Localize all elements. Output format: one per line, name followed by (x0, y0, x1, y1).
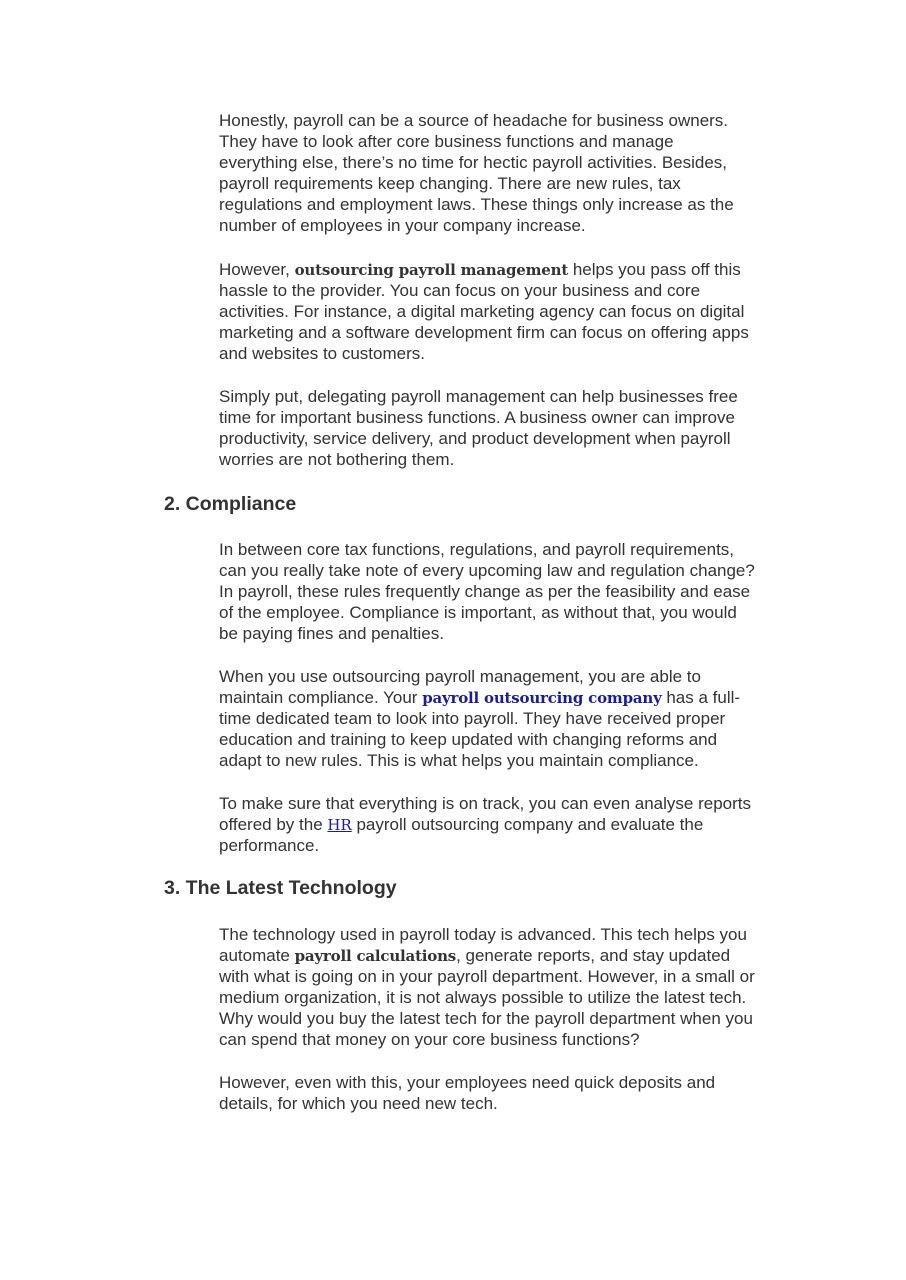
text-line: time dedicated team to look into payroll. They have received proper (219, 709, 726, 728)
text-line: education and training to keep updated with changing reforms and (219, 730, 718, 749)
paragraph-delegating (219, 386, 809, 470)
text-line: Simply put, delegating payroll management can help businesses free (219, 387, 738, 406)
text-line: However, even with this, your employees need quick deposits and (219, 1073, 716, 1092)
text-line: payroll requirements keep changing. There are new rules, tax (219, 174, 681, 193)
paragraph-maintain-compliance (219, 666, 809, 771)
text-line: Honestly, payroll can be a source of headache for business owners. (219, 111, 729, 130)
text-fragment: , generate reports, and stay updated (456, 946, 731, 965)
text-line: In between core tax functions, regulations, and payroll requirements, (219, 540, 735, 559)
text-fragment: has a full- (661, 688, 741, 707)
text-line (219, 687, 809, 708)
text-line: hassle to the provider. You can focus on your business and core (219, 281, 701, 300)
text-line: can you really take note of every upcoming law and regulation change? (219, 561, 755, 580)
paragraph-payroll-headache (219, 110, 809, 236)
text-line: In payroll, these rules frequently change as per the feasibility and ease (219, 582, 751, 601)
text-line: worries are not bothering them. (219, 450, 455, 469)
text-line (219, 814, 809, 835)
text-line: can spend that money on your core business functions? (219, 1030, 640, 1049)
text-line: productivity, service delivery, and product development when payroll (219, 429, 731, 448)
text-line: regulations and employment laws. These things only increase as the (219, 195, 734, 214)
text-line: They have to look after core business functions and manage (219, 132, 674, 151)
text-line: To make sure that everything is on track, you can even analyse reports (219, 794, 751, 813)
paragraph-regulations (219, 539, 809, 644)
bold-phrase: outsourcing payroll management (294, 261, 569, 279)
text-line: medium organization, it is not always possible to utilize the latest tech. (219, 988, 747, 1007)
heading-compliance: 2. Compliance (164, 493, 297, 515)
hr-link[interactable]: HR (327, 816, 352, 834)
text-fragment: However, (219, 260, 295, 279)
bold-phrase: payroll calculations (294, 947, 457, 965)
text-line (219, 259, 809, 280)
text-line (219, 945, 809, 966)
paragraph-analyse-reports (219, 793, 809, 856)
text-fragment: offered by the (219, 815, 328, 834)
text-fragment: maintain compliance. Your (219, 688, 423, 707)
text-line: activities. For instance, a digital marketing agency can focus on digital (219, 302, 745, 321)
text-line: with what is going on in your payroll department. However, in a small or (219, 967, 755, 986)
paragraph-technology (219, 924, 809, 1050)
text-line: When you use outsourcing payroll management, you are able to (219, 667, 701, 686)
text-line: everything else, there’s no time for hectic payroll activities. Besides, (219, 153, 728, 172)
paragraph-quick-deposits (219, 1072, 809, 1114)
text-fragment: helps you pass off this (568, 260, 741, 279)
text-fragment: payroll outsourcing company and evaluate the (351, 815, 704, 834)
text-line: details, for which you need new tech. (219, 1094, 498, 1113)
text-line: Why would you buy the latest tech for the payroll department when you (219, 1009, 753, 1028)
text-line: performance. (219, 836, 320, 855)
payroll-outsourcing-company-link[interactable]: payroll outsourcing company (422, 689, 662, 707)
text-line: adapt to new rules. This is what helps you maintain compliance. (219, 751, 699, 770)
text-line: The technology used in payroll today is advanced. This tech helps you (219, 925, 747, 944)
text-fragment: automate (219, 946, 295, 965)
text-line: be paying fines and penalties. (219, 624, 444, 643)
text-line: of the employee. Compliance is important, as without that, you would (219, 603, 737, 622)
heading-latest-technology: 3. The Latest Technology (164, 877, 397, 899)
text-line: time for important business functions. A business owner can improve (219, 408, 735, 427)
text-line: number of employees in your company increase. (219, 216, 586, 235)
text-line: marketing and a software development firm can focus on offering apps (219, 323, 749, 342)
paragraph-outsourcing-benefit (219, 259, 809, 364)
text-line: and websites to customers. (219, 344, 425, 363)
